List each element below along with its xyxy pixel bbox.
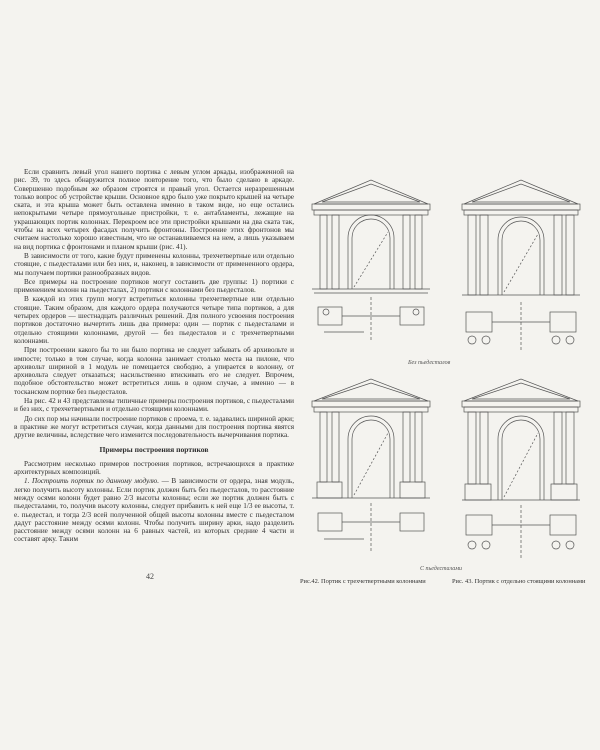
paragraph: На рис. 42 и 43 представлены типичные примеры построения портиков, с пьедесталами и без них, с трехчетвертными и отдельно стоящими колоннами. [14,397,294,414]
portico-drawing-top-right [454,172,589,357]
paragraph: Все примеры на построение портиков могут составить две группы: 1) портики с применением колонн на пьедесталах, 2) портики с колоннами без пьедесталов. [14,277,294,295]
paragraph: До сих пор мы начинали построение портиков с проема, т. е. задавались шириной арки; в практике же могут встретиться случаи, когда данными для построения портика явятся другие величины, вследствие чего изменится последовательность вычерчивания портика. [14,414,294,440]
example-text: — В зависимости от ордера, зная модуль, легко получить высоту колонны. Если портик должен быть без пьедесталов, то расстояние между осями колонн будет равно 2/3 высоты колонны; если же портик должен быть с пьедесталами, то, получив высоту колонны, следует прибавить к ней еще 1/3 ее высоты, т. е. пьедестал, и тогда 2/3 всей полученной общей высоты колонны вместе с пьедесталом дадут расстояние между осями колонн. Чтобы получить ширину арки, надо разделить расстояние между осями колонн на 6 равных частей, из которых средние 4 части и составят арку. Таким [14,477,294,544]
body-text-column [14,168,294,544]
paragraph: Рассмотрим несколько примеров построения портиков, встречающихся в практике архитектурных композиций. [14,459,294,477]
example-title: 1. Построить портик по данному модулю. [24,477,159,486]
paragraph: При построении какого бы то ни было портика не следует забывать об архивольте и импосте; только в том случае, когда колонна занимает столько места на пилоне, что архивольт шириной в 1 модуль не помещается свободно, а упирается в колонну, от архивольта следует отказаться; насильственно втискивать его не следует. Впрочем, подобное обстоятельство может встретиться лишь в одном случае, а именно — в тосканском портике без пьедесталов. [14,346,294,396]
paragraph: Если сравнить левый угол нашего портика с левым углом аркады, изображенной на рис. 39, то здесь обнаружится полное повторение того, что было сделано в аркаде. Совершенно подобным же образом строятся и правый угол. Остается неразрешенным только вопрос об устройстве крыши. Основное ядро было уже покрыто крышей на четыре ската, и эта крыша может быть оставлена именно в таком виде, но еще остались непокрытыми четыре прямоугольные пристройки, т. е. антабламенты, лежащие на украшающих портик колоннах. Перекроем все эти пристройки крышами на два ската так, чтобы на всех четырех фасадах получить фронтоны. Построение этих фронтонов мы считаем настолько хорошо известным, что не останавливаемся на нем, а лишь указываем на вид портика с фронтонами и планом крыши (рис. 41). [14,168,294,251]
page-number: 42 [146,572,154,581]
portico-drawing-bottom-right [454,373,589,563]
paragraph [14,477,294,543]
paragraph: В зависимости от того, какие будут применены колонны, трехчетвертные или отдельно стоящие, с пьедесталами или без них, и, наконец, в зависимости от примененного ордера, мы получаем портики разнообразных видов. [14,251,294,277]
figures-area [296,168,596,588]
paragraph: В каждой из этих групп могут встретиться колонны трехчетвертные или отдельно стоящие. Таким образом, для каждого ордера получаются четыре типа портиков, а для четырех ордеров — шестнадцать различных решений. Для полного усвоения построения портиков достаточно вычертить лишь два примера: один — портик с пьедесталами и отдельно стоящими колоннами, другой — без пьедесталов и с трехчетвертными колоннами. [14,295,294,345]
label-with-pedestals: С пьедесталами [420,566,463,572]
figure-caption-43: Рис. 43. Портик с отдельно стоящими колоннами [452,578,586,585]
portico-drawing-top-left [304,172,439,357]
label-no-pedestals: Без пьедесталов [408,360,451,366]
portico-drawing-bottom-left [304,373,439,563]
section-heading: Примеры построения портиков [99,444,209,454]
figure-caption-42: Рис.42. Портик с трехчетвертными колоннами [300,578,426,585]
